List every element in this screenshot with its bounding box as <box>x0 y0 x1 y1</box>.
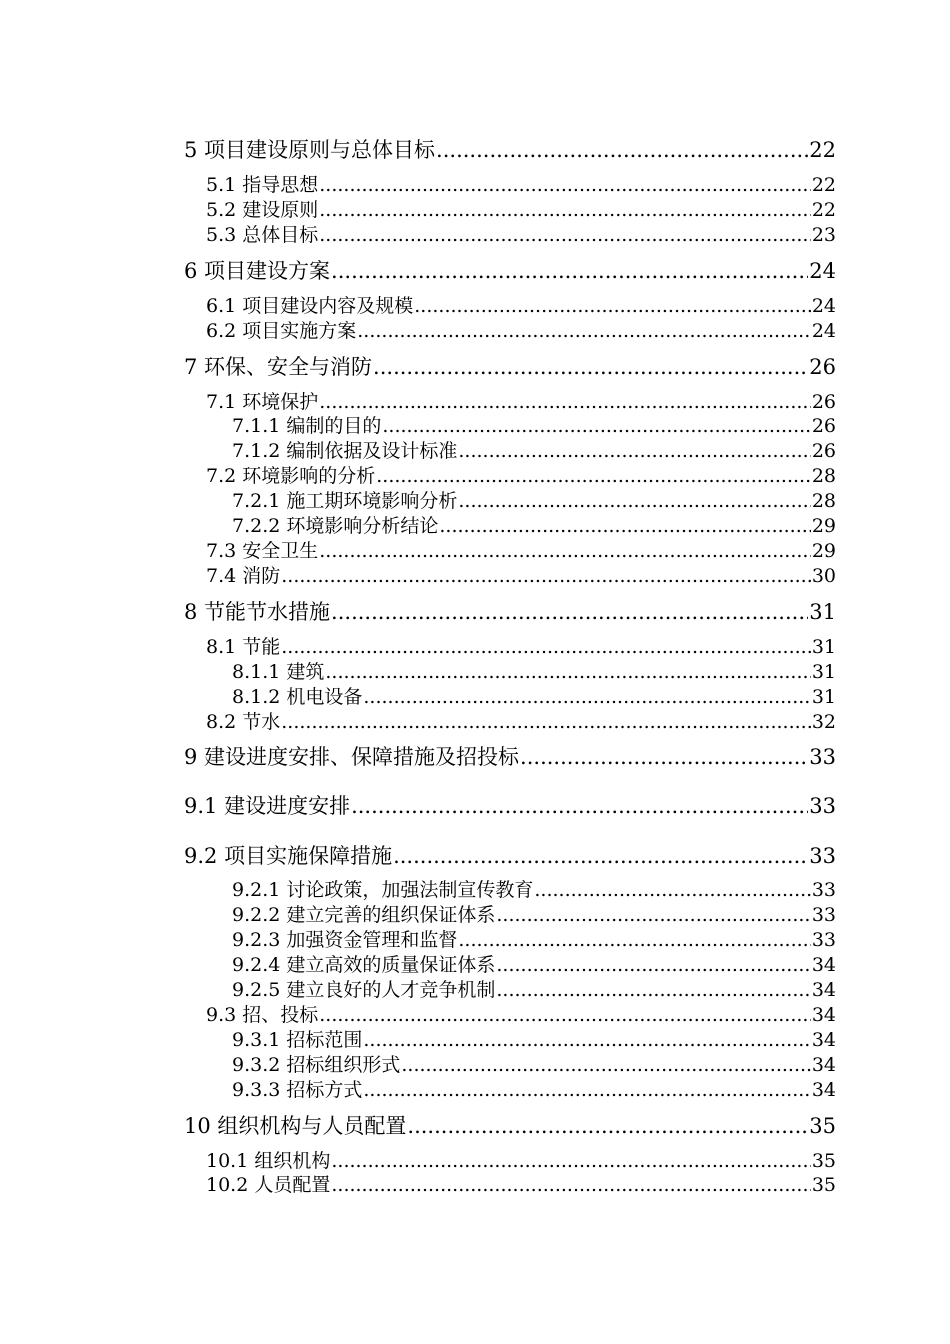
toc-page-number: 22 <box>811 198 836 221</box>
toc-entry[interactable] <box>184 1173 836 1198</box>
toc-entry-title: 7.2 环境影响的分析 <box>206 465 376 488</box>
toc-dot-leader <box>363 1078 810 1103</box>
toc-entry-title: 10.1 组织机构 <box>206 1149 331 1172</box>
toc-entry[interactable] <box>184 1149 836 1174</box>
toc-entry-title: 6.2 项目实施方案 <box>206 319 357 342</box>
toc-entry[interactable] <box>184 978 836 1003</box>
toc-dot-leader <box>319 539 811 564</box>
toc-dot-leader <box>325 660 810 685</box>
toc-entry-title: 10.2 人员配置 <box>206 1174 331 1197</box>
toc-page-number: 34 <box>811 954 836 977</box>
toc-page-number: 33 <box>809 745 836 770</box>
toc-entry-title: 9.3.2 招标组织形式 <box>232 1053 401 1076</box>
toc-page-number: 31 <box>811 685 836 708</box>
toc-entry-title: 5.1 指导思想 <box>206 174 319 196</box>
toc-page-number: 34 <box>811 979 836 1002</box>
toc-entry-title: 9.2.4 建立高效的质量保证体系 <box>232 954 496 977</box>
toc-page-number: 30 <box>811 564 836 587</box>
toc-entry-title: 9.1 建设进度安排 <box>184 794 351 819</box>
toc-entry-title: 6.1 项目建设内容及规模 <box>206 294 414 317</box>
table-of-contents <box>184 136 836 1198</box>
toc-page-number: 33 <box>809 794 836 819</box>
toc-page-number: 34 <box>811 1003 836 1026</box>
toc-entry-title: 5.2 建设原则 <box>206 198 319 221</box>
toc-dot-leader <box>363 1028 810 1053</box>
toc-entry-title: 7.1 环境保护 <box>206 390 319 413</box>
toc-dot-leader <box>319 223 811 248</box>
toc-entry[interactable] <box>184 660 836 685</box>
toc-entry[interactable] <box>184 514 836 539</box>
toc-entry[interactable] <box>184 489 836 514</box>
toc-entry[interactable] <box>184 414 836 439</box>
toc-page-number: 32 <box>811 710 836 733</box>
toc-page-number: 26 <box>809 354 836 379</box>
toc-entry[interactable] <box>184 903 836 928</box>
toc-dot-leader <box>496 978 810 1003</box>
toc-page-number: 31 <box>811 635 836 658</box>
toc-page-number: 35 <box>811 1174 836 1197</box>
toc-entry-title: 7.1.2 编制依据及设计标准 <box>232 440 458 463</box>
toc-entry[interactable] <box>184 564 836 589</box>
toc-page-number: 34 <box>811 1053 836 1076</box>
toc-page-number: 29 <box>811 515 836 538</box>
toc-page-number: 24 <box>811 319 836 342</box>
toc-page-number: 28 <box>811 490 836 513</box>
toc-entry-title: 10 组织机构与人员配置 <box>184 1113 407 1138</box>
toc-page-number: 22 <box>809 138 836 162</box>
toc-entry[interactable] <box>184 1078 836 1103</box>
toc-dot-leader <box>401 1053 810 1078</box>
toc-page-number: 22 <box>811 174 836 196</box>
toc-entry-title: 8 节能节水措施 <box>184 599 331 624</box>
toc-dot-leader <box>439 514 810 539</box>
toc-page-number: 23 <box>811 223 836 246</box>
toc-page-number: 24 <box>809 258 836 283</box>
toc-page-number: 34 <box>811 1078 836 1101</box>
toc-dot-leader <box>351 792 808 820</box>
toc-entry-title: 8.1.2 机电设备 <box>232 685 363 708</box>
toc-dot-leader <box>319 390 811 415</box>
toc-entry[interactable] <box>184 198 836 223</box>
toc-entry-title: 7.3 安全卫生 <box>206 539 319 562</box>
toc-dot-leader <box>534 878 810 903</box>
toc-dot-leader <box>331 598 808 626</box>
toc-entry-title: 9.3 招、投标 <box>206 1003 319 1026</box>
toc-entry[interactable] <box>184 539 836 564</box>
toc-page-number: 33 <box>809 844 836 869</box>
toc-page-number: 33 <box>811 879 836 902</box>
toc-dot-leader <box>281 564 811 589</box>
toc-dot-leader <box>331 1173 810 1198</box>
toc-dot-leader <box>393 842 808 870</box>
toc-entry[interactable] <box>184 598 836 626</box>
toc-entry[interactable] <box>184 257 836 285</box>
toc-entry[interactable] <box>184 1003 836 1028</box>
toc-page-number: 26 <box>811 415 836 438</box>
toc-entry-title: 9.3.1 招标范围 <box>232 1028 363 1051</box>
toc-page-number: 31 <box>811 660 836 683</box>
toc-page-number: 29 <box>811 539 836 562</box>
toc-dot-leader <box>357 319 811 344</box>
toc-page-number: 33 <box>811 929 836 952</box>
toc-entry-title: 5 项目建设原则与总体目标 <box>184 138 436 162</box>
toc-entry-title: 7.4 消防 <box>206 564 281 587</box>
toc-entry[interactable] <box>184 635 836 660</box>
toc-entry[interactable] <box>184 743 836 771</box>
toc-entry[interactable] <box>184 173 836 198</box>
toc-dot-leader <box>319 173 811 198</box>
toc-dot-leader <box>363 685 810 710</box>
toc-page-number: 26 <box>811 440 836 463</box>
toc-page-number: 28 <box>811 465 836 488</box>
toc-entry[interactable] <box>184 223 836 248</box>
toc-page-number: 31 <box>809 599 836 624</box>
toc-entry-title: 7.2.2 环境影响分析结论 <box>232 515 439 538</box>
toc-entry-title: 9.2.1 讨论政策，加强法制宣传教育 <box>232 879 534 902</box>
toc-dot-leader <box>520 743 808 771</box>
toc-entry-title: 6 项目建设方案 <box>184 258 331 283</box>
toc-dot-leader <box>496 953 810 978</box>
toc-dot-leader <box>496 903 810 928</box>
toc-entry-title: 8.1.1 建筑 <box>232 660 325 683</box>
toc-entry-title: 7.2.1 施工期环境影响分析 <box>232 490 458 513</box>
toc-entry-title: 9.2.2 建立完善的组织保证体系 <box>232 904 496 927</box>
toc-entry[interactable] <box>184 294 836 319</box>
toc-dot-leader <box>281 710 811 735</box>
toc-entry-title: 8.1 节能 <box>206 635 281 658</box>
toc-dot-leader <box>331 1149 810 1174</box>
toc-dot-leader <box>414 294 811 319</box>
toc-entry[interactable] <box>184 928 836 953</box>
toc-page-number: 35 <box>809 1113 836 1138</box>
toc-entry[interactable] <box>184 319 836 344</box>
toc-dot-leader <box>376 464 811 489</box>
toc-entry[interactable] <box>184 1028 836 1053</box>
toc-page-number: 24 <box>811 294 836 317</box>
toc-entry[interactable] <box>184 842 836 870</box>
toc-entry[interactable] <box>184 1112 836 1140</box>
toc-entry[interactable] <box>184 878 836 903</box>
toc-dot-leader <box>331 257 808 285</box>
toc-page-number: 33 <box>811 904 836 927</box>
toc-dot-leader <box>319 198 811 223</box>
toc-dot-leader <box>319 1003 811 1028</box>
toc-entry-title: 9.2.5 建立良好的人才竞争机制 <box>232 979 496 1002</box>
toc-dot-leader <box>436 136 808 164</box>
toc-entry-title: 9 建设进度安排、保障措施及招投标 <box>184 745 520 770</box>
toc-entry[interactable] <box>184 353 836 381</box>
toc-entry-title: 8.2 节水 <box>206 710 281 733</box>
toc-dot-leader <box>458 489 810 514</box>
toc-entry[interactable] <box>184 464 836 489</box>
toc-dot-leader <box>382 414 810 439</box>
toc-page-number: 34 <box>811 1028 836 1051</box>
toc-entry[interactable] <box>184 685 836 710</box>
toc-entry-title: 7.1.1 编制的目的 <box>232 415 382 438</box>
toc-dot-leader <box>407 1112 808 1140</box>
toc-entry-title: 9.2 项目实施保障措施 <box>184 844 393 869</box>
toc-dot-leader <box>458 928 810 953</box>
toc-entry[interactable] <box>184 439 836 464</box>
toc-entry[interactable] <box>184 136 836 164</box>
toc-page-number: 26 <box>811 390 836 413</box>
toc-entry[interactable] <box>184 792 836 820</box>
toc-entry[interactable] <box>184 953 836 978</box>
toc-entry[interactable] <box>184 1053 836 1078</box>
toc-entry-title: 9.2.3 加强资金管理和监督 <box>232 929 458 952</box>
toc-entry[interactable] <box>184 390 836 415</box>
toc-dot-leader <box>373 353 808 381</box>
toc-dot-leader <box>458 439 810 464</box>
toc-dot-leader <box>281 635 811 660</box>
toc-page-number: 35 <box>811 1149 836 1172</box>
toc-entry-title: 9.3.3 招标方式 <box>232 1078 363 1101</box>
toc-entry[interactable] <box>184 710 836 735</box>
toc-entry-title: 5.3 总体目标 <box>206 223 319 246</box>
toc-entry-title: 7 环保、安全与消防 <box>184 354 373 379</box>
